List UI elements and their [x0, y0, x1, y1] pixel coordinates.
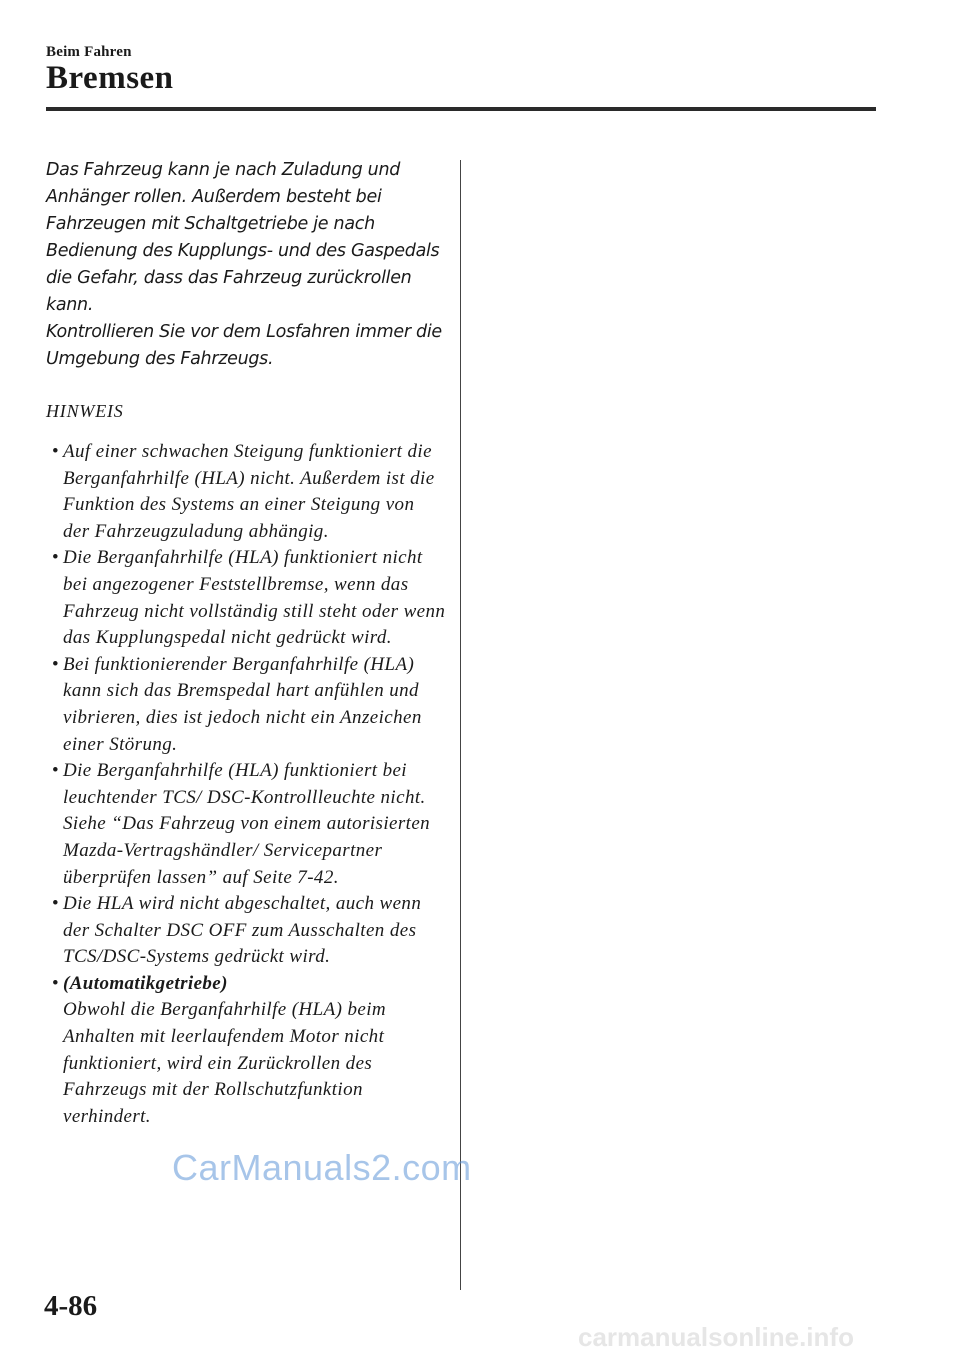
note-heading: HINWEIS	[46, 401, 124, 421]
note-item-text: Bei funktionierender Berganfahrhilfe (HLA) kann sich das Bremspedal hart anfühlen und vibrieren, dies ist jedoch nicht ein Anzeichen einer Störung.	[63, 653, 422, 755]
title-rule	[46, 107, 876, 111]
note-item-heading: (Automatikgetriebe)	[63, 972, 228, 994]
bullet-icon: •	[52, 893, 60, 915]
watermark-logo: CarManuals2.com	[172, 1147, 472, 1188]
column-divider	[460, 160, 461, 1290]
note-list	[46, 439, 446, 1130]
note-item-text: Die Berganfahrhilfe (HLA) funktioniert nicht bei angezogener Feststellbremse, wenn das Fahrzeug nicht vollständig still steht oder wenn das Kupplungspedal nicht gedrückt wird.	[63, 547, 446, 649]
bullet-icon: •	[52, 760, 60, 782]
bullet-icon: •	[52, 653, 60, 675]
note-item	[46, 891, 446, 971]
section-label: Beim Fahren	[46, 44, 132, 60]
note-item-text: Die Berganfahrhilfe (HLA) funktioniert bei leuchtender TCS/ DSC-Kontrollleuchte nicht. Siehe “Das Fahrzeug von einem autorisierten Mazda-Vertragshändler/ Servicepartner überprüfen lassen” auf Seite 7-42.	[63, 760, 431, 888]
bullet-icon: •	[52, 547, 60, 569]
footer-site-link[interactable]: carmanualsonline.info	[578, 1322, 854, 1352]
note-item	[46, 545, 446, 651]
note-item-text: Obwohl die Berganfahrhilfe (HLA) beim Anhalten mit leerlaufendem Motor nicht funktioniert, wird ein Zurückrollen des Fahrzeugs mit der Rollschutzfunktion verhindert.	[63, 999, 386, 1127]
note-item	[46, 758, 446, 891]
note-item-text: Auf einer schwachen Steigung funktioniert die Berganfahrhilfe (HLA) nicht. Außerdem ist die Funktion des Systems an einer Steigung von der Fahrzeugzuladung abhängig.	[63, 441, 435, 542]
note-item-text: Die HLA wird nicht abgeschaltet, auch wenn der Schalter DSC OFF zum Ausschalten des TCS/DSC-Systems gedrückt wird.	[63, 893, 422, 968]
page-number: 4-86	[44, 1290, 98, 1322]
note-item	[46, 652, 446, 758]
note-item	[46, 971, 446, 1131]
warning-paragraph: Kontrollieren Sie vor dem Losfahren immer die Umgebung des Fahrzeugs.	[46, 322, 442, 369]
warning-text	[46, 157, 446, 373]
bullet-icon: •	[52, 972, 60, 994]
bullet-icon: •	[52, 441, 60, 462]
warning-paragraph: Das Fahrzeug kann je nach Zuladung und Anhänger rollen. Außerdem besteht bei Fahrzeugen mit Schaltgetriebe je nach Bedienung des Kupplungs- und des Gaspedals die Gefahr, dass das Fahrzeug zurückrollen kann.	[46, 160, 440, 315]
page-title: Bremsen	[46, 60, 174, 96]
note-item	[46, 439, 446, 545]
